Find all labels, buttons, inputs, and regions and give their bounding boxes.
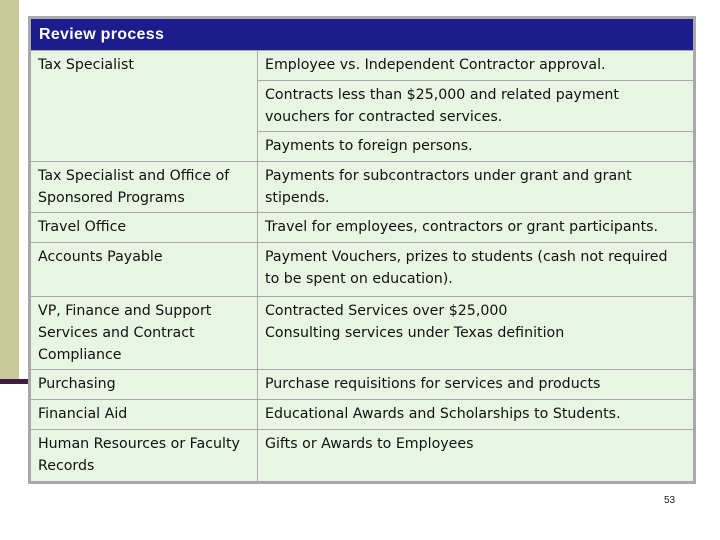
table-row: [31, 51, 694, 81]
responsibility-cell: Travel for employees, contractors or grant participants.: [258, 213, 694, 243]
department-cell: VP, Finance and Support Services and Contract Compliance: [31, 297, 258, 370]
page-number: 53: [664, 495, 676, 506]
department-cell: Tax Specialist and Office of Sponsored Programs: [31, 162, 258, 213]
department-cell: Purchasing: [31, 370, 258, 400]
table-row: [31, 297, 694, 370]
table-row: [31, 162, 694, 213]
department-cell: Accounts Payable: [31, 243, 258, 297]
table-title: Review process: [31, 19, 694, 51]
table-row: [31, 430, 694, 482]
table-row: [31, 400, 694, 430]
decorative-side-bar: [0, 0, 19, 382]
decorative-side-rule: [0, 379, 28, 384]
responsibility-cell: Payments to foreign persons.: [258, 132, 694, 162]
responsibility-cell: Employee vs. Independent Contractor approval.: [258, 51, 694, 81]
responsibility-cell: Purchase requisitions for services and products: [258, 370, 694, 400]
table-row: [31, 243, 694, 297]
responsibility-cell: Payments for subcontractors under grant and grant stipends.: [258, 162, 694, 213]
review-process-table: [28, 16, 696, 484]
table-row: [31, 370, 694, 400]
table-header-row: [31, 19, 694, 51]
department-cell: Financial Aid: [31, 400, 258, 430]
responsibility-cell: Gifts or Awards to Employees: [258, 430, 694, 482]
department-cell: Human Resources or Faculty Records: [31, 430, 258, 482]
responsibility-cell: Payment Vouchers, prizes to students (cash not required to be spent on education).: [258, 243, 694, 297]
department-cell: Tax Specialist: [31, 51, 258, 162]
department-cell: Travel Office: [31, 213, 258, 243]
responsibility-cell: [258, 297, 694, 370]
table-row: [31, 213, 694, 243]
responsibility-cell: Educational Awards and Scholarships to Students.: [258, 400, 694, 430]
responsibility-cell: Contracts less than $25,000 and related payment vouchers for contracted services.: [258, 81, 694, 132]
responsibility-line: Consulting services under Texas definition: [265, 325, 565, 341]
responsibility-line: Contracted Services over $25,000: [265, 303, 508, 319]
